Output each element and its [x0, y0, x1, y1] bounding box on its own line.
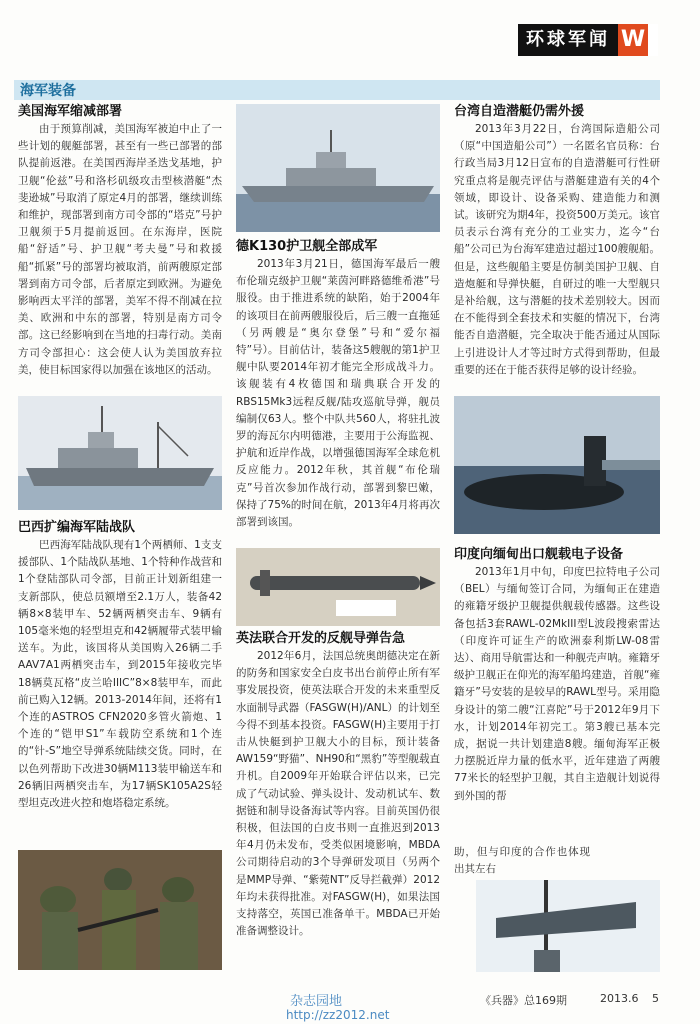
masthead-title: 环球军闻 [518, 24, 618, 56]
article-title: 美国海军缩减部署 [18, 104, 123, 119]
masthead [518, 24, 658, 56]
article-body: 2013年1月中旬，印度巴拉特电子公司（BEL）与缅甸签订合同，为缅甸正在建造的雍籍牙级护卫舰提供舰载传感器。这些设备包括3套RAWL-02MkIII型L波段搜索雷达（印度许可证生产的欧洲泰利斯LW-08雷达）、商用导航雷达和一种舰壳声呐。雍籍牙级护卫舰正在仰光的海军船坞建造，首舰“雍籍牙”号安装的是较早的RAWL型号。采用隐身设计的第二艘“江喜陀”号于2012年9月下水，计划2014年初完工。第3艘已基本完成，据说一共计划建造8艘。缅甸海军正极力摆脱近岸力量的低水平，近年建造了两艘77米长的轻型护卫舰，其自主造舰计划说得到外国的帮 [454, 566, 660, 802]
missile-photo [236, 548, 440, 626]
article-body: 2013年3月21日，德国海军最后一艘布伦瑞克级护卫舰“莱茵河畔路德维希港”号服役。由于推进系统的缺陷，始于2004年的该项目在前两艘服役后，后三艘一直拖延（另两艘是“奥尔登堡”号和“爱尔福特”号）。目前估计，装备这5艘舰的第1护卫舰中队要2014年初才能完全形成战斗力。该舰装有4枚德国和瑞典联合开发的RBS15Mk3远程反舰/陆攻巡航导弹，舰员编制仅63人。整个中队共560人，将驻扎波罗的海瓦尔内明德港，主要用于公海监视、护航和近岸作战，以增强德国海军全球危机反应能力。2012年秋，其首舰“布伦瑞克”号首次参加作战行动，部署到黎巴嫩，保持了75%的时间在航，2013年4月将再次部署到该国。 [236, 258, 440, 529]
source-logo: 杂志园地 [290, 994, 343, 1009]
article-title: 英法联合开发的反舰导弹告急 [236, 631, 406, 646]
article-anglo-french [236, 630, 440, 940]
article-body: 由于预算削减，美国海军被迫中止了一些计划的舰艇部署，甚至有一些已部署的部队提前返港。在美国西海岸圣迭戈基地，护卫舰“伦兹”号和洛杉矶级攻击型核潜艇“杰斐逊城”号取消了原定4月的部署，继续训练和维护，现部署到南方司令部的“塔克”号护卫舰须于5月提前返回。在东海岸，医院船“舒适”号、护卫舰“考夫曼”号和救援船“抓紧”号的部署均被取消，前两艘原定部署到南方司令部，后者原定到欧洲。为避免影响西太平洋的部署，美军不得不削减在拉美、欧洲和中东的部署，特别是南方司令部。这已经影响到在当地的扫毒行动。美南方司令部担心：这会使人认为美国放弃拉美，使目标国家得以加强在该地区的活动。 [18, 123, 222, 376]
article-title: 巴西扩编海军陆战队 [18, 520, 136, 535]
article-body-continued: 助，但与印度的合作也体现出其左右 [454, 846, 590, 876]
article-india [454, 546, 660, 805]
article-german [236, 238, 440, 531]
marines-photo [18, 850, 222, 970]
article-body: 巴西海军陆战队现有1个两栖师、1支支援部队、1个陆战队基地、1个特种作战营和1个登陆部队司令部，目前正计划新组建一支新部队，使总员额增至2.1万人，装备42辆8×8装甲车、52辆两栖突击车、9辆有105毫米炮的轻型坦克和42辆履带式装甲输送车。为此，该国将从美国购入26辆二手AAV7A1两栖突击车，到2015年接收完毕18辆莫瓦格“皮兰哈IIIC”8×8装甲车，而此前已购入12辆。2013-2014年间，还将有1个连的ASTROS CFN2020多管火箭炮、1个连的“铠甲S1”车载防空系统和1个连的“针-S”地空导弹系统陆续交货。同时，在以色列帮助下改进30辆M113装甲输送车和26辆旧两栖突击车，为17辆SK105A2S轻型坦克改进火控和炮塔稳定系统。 [18, 539, 222, 810]
article-title: 德K130护卫舰全部成军 [236, 239, 378, 254]
article-us-navy [18, 103, 222, 379]
issue-date: 2013.6 [600, 992, 639, 1005]
masthead-logo: W [618, 24, 648, 56]
article-body: 2012年6月，法国总统奥朗德决定在新的防务和国家安全白皮书出台前停止所有军事发展投资，使英法联合开发的未来重型反水面制导武器（FASGW(H)/ANL）的计划至今得不到基本投资。FASGW(H)主要用于打击从快艇到护卫舰大小的目标，预计装备AW159“野猫”、NH90和“黑豹”等型舰载直升机。自2009年开始联合评估以来，已完成了气动试验、弹头设计、发动机试车、数据链和制导设备海试等内容。目前英国仍很积极，但法国的白皮书则一直推迟到2013年4月仍未发布，受类似困境影响，MBDA公司期待启动的3个导弹研发项目（另两个是MMP导弹、“紫菀NT”反导拦截弹）2012年均未获得批准。对FASGW(H)，如果法国支持落空，英国已准备单干。MBDA已开始准备调整设计。 [236, 650, 440, 938]
radar-photo [476, 880, 660, 972]
source-url[interactable]: http://zz2012.net [286, 1008, 390, 1022]
brazil-ship-photo [18, 396, 222, 510]
section-title: 海军装备 [20, 83, 76, 99]
submarine-photo [454, 396, 660, 534]
section-header [14, 80, 660, 100]
page-number: 5 [652, 992, 659, 1005]
article-title: 印度向缅甸出口舰载电子设备 [454, 547, 624, 562]
article-brazil [18, 519, 222, 812]
german-frigate-photo [236, 104, 440, 232]
issue-number: 《兵器》总169期 [480, 994, 567, 1007]
article-taiwan [454, 103, 660, 379]
article-body: 2013年3月22日，台湾国际造船公司（原“中国造船公司”）一名匿名官员称：台行政当局3月12日宣布的自造潜艇可行性研究重点将是舰壳评估与潜艇建造有关的4个领域，即设计、设备采购、建造能力和测试。该研究为期4年，投资500万美元。该官员表示台湾有充分的工业实力，迄今“台船”公司已为台海军建造过超过100艘舰船。但是，这些舰船主要是仿制美国护卫舰、自造炮艇和导弹快艇，自研过的唯一大型舰只是补给舰，这与潜艇的技术差别较大。因而在不能得到全套技术和实艇的情况下，台湾能否自造潜艇，完全取决于能否通过从国际上引进设计人才等过时方式得到帮助，但最重要的还在于能否获得足够的设计经验。 [454, 123, 660, 376]
article-title: 台湾自造潜艇仍需外援 [454, 104, 585, 119]
